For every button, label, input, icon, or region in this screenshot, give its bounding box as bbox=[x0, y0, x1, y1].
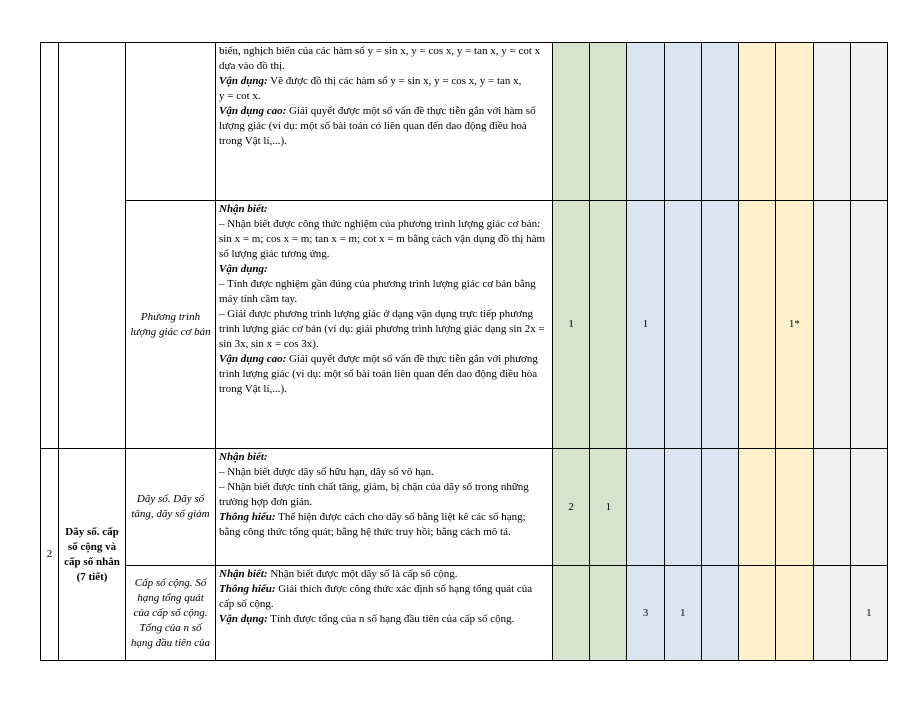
score-cell-thong-hieu-3 bbox=[701, 43, 738, 201]
score-cell-van-dung-2 bbox=[776, 566, 813, 661]
score-cell-van-dung-2: 1* bbox=[776, 201, 813, 449]
score-cell-thong-hieu-2: 1 bbox=[664, 566, 701, 661]
score-cell-van-dung-cao-2 bbox=[850, 43, 887, 201]
score-cell-van-dung-cao-2: 1 bbox=[850, 566, 887, 661]
score-cell-nhan-biet-2 bbox=[590, 201, 627, 449]
score-cell-van-dung-1 bbox=[739, 43, 776, 201]
score-cell-nhan-biet-1: 1 bbox=[553, 201, 590, 449]
score-cell-nhan-biet-2: 1 bbox=[590, 449, 627, 566]
score-cell-van-dung-cao-1 bbox=[813, 43, 850, 201]
score-cell-van-dung-cao-2 bbox=[850, 449, 887, 566]
subtopic-cell: Phương trình lượng giác cơ bản bbox=[126, 201, 216, 449]
score-cell-van-dung-cao-2 bbox=[850, 201, 887, 449]
subtopic-cell: Cấp số cộng. Số hạng tổng quát của cấp số cộng. Tổng của n số hạng đầu tiên của bbox=[126, 566, 216, 661]
row-number-cell bbox=[41, 43, 59, 449]
score-cell-nhan-biet-1: 2 bbox=[553, 449, 590, 566]
test-specification-matrix-table bbox=[40, 42, 888, 661]
score-cell-thong-hieu-1 bbox=[627, 43, 664, 201]
score-cell-nhan-biet-1 bbox=[553, 43, 590, 201]
objectives-cell: Nhận biết: – Nhận biết được công thức nghiệm của phương trình lượng giác cơ bản: sin x = m; cos x = m; tan x = m; cot x = m bằng cách vận dụng đồ thị hàm số lượng giác tương ứng. Vận dụng: – Tính được nghiệm gần đúng của phương trình lượng giác cơ bản bằng máy tính cầm tay. – Giải được phương trình lượng giác ở dạng vận dụng trực tiếp phương trình lượng giác cơ bản (ví dụ: giải phương trình lượng giác dạng sin 2x = sin 3x, sin x = cos 3x). Vận dụng cao: Giải quyết được một số vấn đề thực tiễn gắn với phương trình lượng giác (ví dụ: một số bài toán liên quan đến dao động điều hòa trong Vật lí,...). bbox=[216, 201, 553, 449]
score-cell-thong-hieu-2 bbox=[664, 449, 701, 566]
score-cell-van-dung-cao-1 bbox=[813, 201, 850, 449]
topic-cell: Dãy số. cấp số cộng và cấp số nhân (7 tiết) bbox=[59, 449, 126, 661]
score-cell-nhan-biet-2 bbox=[590, 566, 627, 661]
score-cell-van-dung-2 bbox=[776, 43, 813, 201]
objectives-cell: Nhận biết: Nhận biết được một dãy số là cấp số cộng. Thông hiểu: Giải thích được công thức xác định số hạng tổng quát của cấp số cộng. Vận dụng: Tính được tổng của n số hạng đầu tiên của cấp số cộng. bbox=[216, 566, 553, 661]
score-cell-thong-hieu-2 bbox=[664, 43, 701, 201]
table-row bbox=[41, 566, 888, 661]
score-cell-van-dung-1 bbox=[739, 201, 776, 449]
score-cell-van-dung-cao-1 bbox=[813, 566, 850, 661]
score-cell-nhan-biet-2 bbox=[590, 43, 627, 201]
score-cell-thong-hieu-2 bbox=[664, 201, 701, 449]
row-number-cell: 2 bbox=[41, 449, 59, 661]
table-row bbox=[41, 201, 888, 449]
score-cell-thong-hieu-3 bbox=[701, 566, 738, 661]
score-cell-thong-hieu-1: 3 bbox=[627, 566, 664, 661]
objectives-cell: Nhận biết: – Nhận biết được dãy số hữu hạn, dãy số vô hạn. – Nhận biết được tính chất tăng, giảm, bị chặn của dãy số trong những trường hợp đơn giản. Thông hiểu: Thể hiện được cách cho dãy số bằng liệt kê các số hạng; bằng công thức tổng quát; bằng hệ thức truy hồi; bằng cách mô tả. bbox=[216, 449, 553, 566]
table-row bbox=[41, 43, 888, 201]
score-cell-thong-hieu-1 bbox=[627, 449, 664, 566]
score-cell-van-dung-cao-1 bbox=[813, 449, 850, 566]
topic-cell bbox=[59, 43, 126, 449]
subtopic-cell: Dãy số. Dãy số tăng, dãy số giảm bbox=[126, 449, 216, 566]
subtopic-cell bbox=[126, 43, 216, 201]
objectives-cell: biến, nghịch biến của các hàm số y = sin x, y = cos x, y = tan x, y = cot x dựa vào đồ thị. Vận dụng: Vẽ được đồ thị các hàm số y = sin x, y = cos x, y = tan x, y = cot x. Vận dụng cao: Giải quyết được một số vấn đề thực tiễn gắn với hàm số lượng giác (ví dụ: một số bài toán có liên quan đến dao động điều hoà trong Vật lí,...). bbox=[216, 43, 553, 201]
score-cell-thong-hieu-3 bbox=[701, 449, 738, 566]
score-cell-thong-hieu-1: 1 bbox=[627, 201, 664, 449]
score-cell-van-dung-2 bbox=[776, 449, 813, 566]
table-row bbox=[41, 449, 888, 566]
score-cell-thong-hieu-3 bbox=[701, 201, 738, 449]
score-cell-van-dung-1 bbox=[739, 566, 776, 661]
score-cell-nhan-biet-1 bbox=[553, 566, 590, 661]
score-cell-van-dung-1 bbox=[739, 449, 776, 566]
